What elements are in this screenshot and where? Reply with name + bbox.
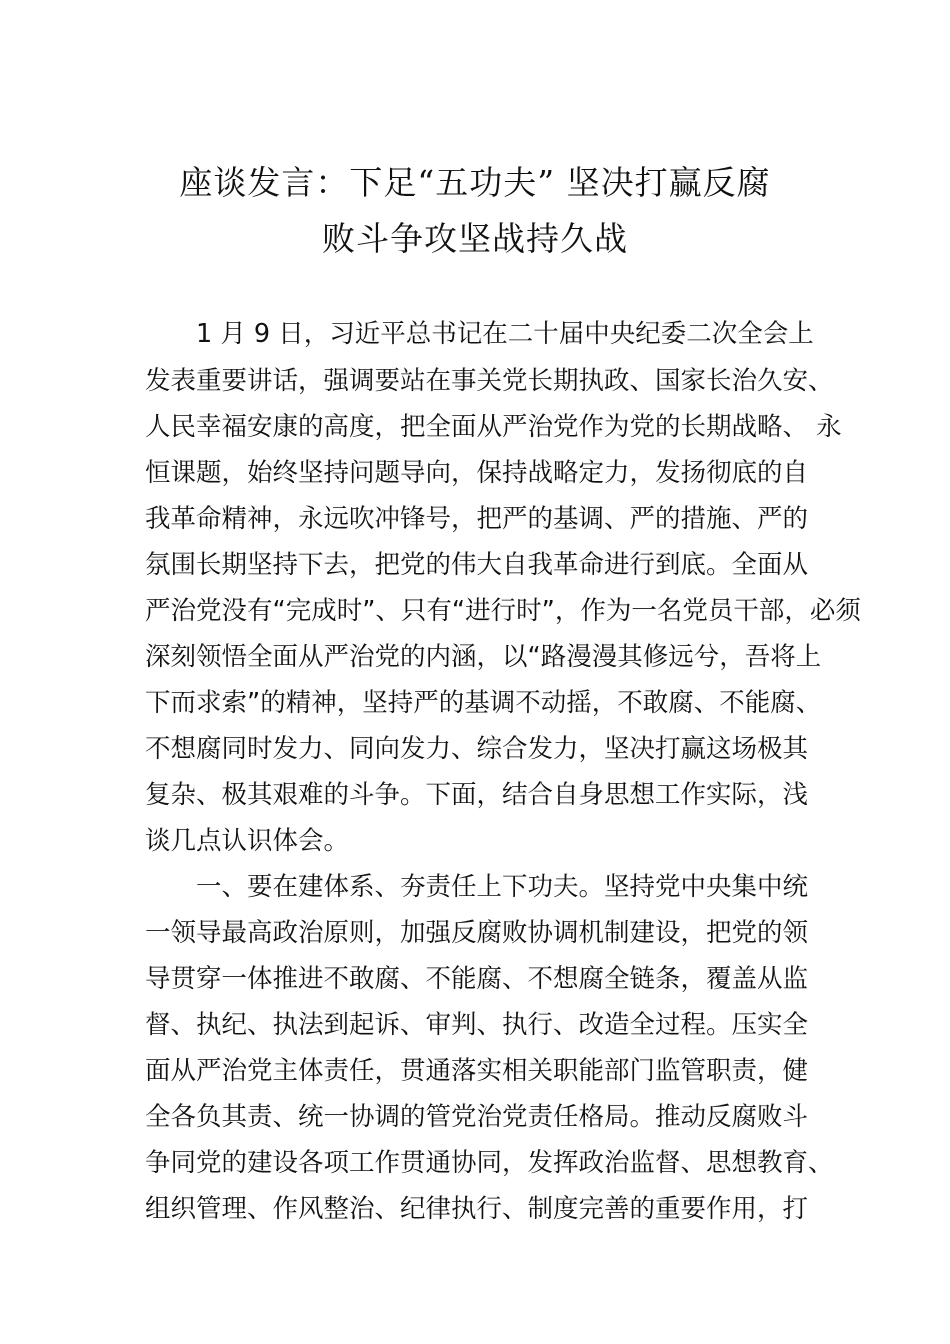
body-paragraph-2-line: 导贯穿一体推进不敢腐、不能腐、不想腐全链条，覆盖从监 — [145, 964, 809, 994]
body-paragraph-2-line: 一、要在建体系、夯责任上下功夫。坚持党中央集中统 — [196, 872, 809, 902]
body-paragraph-1-line: 恒课题，始终坚持问题导向，保持战略定力，发扬彻底的自 — [145, 458, 809, 488]
body-paragraph-1-line: 人民幸福安康的高度，把全面从严治党作为党的长期战略、 永 — [145, 412, 842, 442]
body-paragraph-1-line: 深刻领悟全面从严治党的内涵，以“路漫漫其修远兮，吾将上 — [145, 642, 822, 672]
body-paragraph-1-line: 氛围长期坚持下去，把党的伟大自我革命进行到底。全面从 — [145, 550, 809, 580]
body-paragraph-1-line: 我革命精神，永远吹冲锋号，把严的基调、严的措施、严的 — [145, 504, 809, 534]
body-paragraph-1-line: 1 月 9 日，习近平总书记在二十届中央纪委二次全会上 — [196, 319, 814, 349]
document-title-line-1: 座谈发言：下足“五功夫” 坚决打赢反腐 — [179, 163, 771, 202]
body-paragraph-2-line: 争同党的建设各项工作贯通协同，发挥政治监督、思想教育、 — [145, 1148, 834, 1178]
document-title-line-2: 败斗争攻坚战持久战 — [322, 219, 628, 258]
body-paragraph-2-line: 组织管理、作风整治、纪律执行、制度完善的重要作用，打 — [145, 1194, 809, 1224]
body-paragraph-1-line: 不想腐同时发力、同向发力、综合发力，坚决打赢这场极其 — [145, 734, 809, 764]
body-paragraph-2-line: 全各负其责、统一协调的管党治党责任格局。推动反腐败斗 — [145, 1102, 809, 1132]
body-paragraph-1-line: 下而求索”的精神，坚持严的基调不动摇，不敢腐、不能腐、 — [145, 688, 822, 718]
body-paragraph-2-line: 一领导最高政治原则，加强反腐败协调机制建设，把党的领 — [145, 918, 809, 948]
body-paragraph-2-line: 督、执纪、执法到起诉、审判、执行、改造全过程。压实全 — [145, 1010, 809, 1040]
body-paragraph-1-line: 严治党没有“完成时”、只有“进行时”，作为一名党员干部，必须 — [145, 596, 861, 626]
body-paragraph-1-line: 复杂、极其艰难的斗争。下面，结合自身思想工作实际，浅 — [145, 780, 809, 810]
body-paragraph-1-line: 发表重要讲话，强调要站在事关党长期执政、国家长治久安、 — [145, 366, 834, 396]
body-paragraph-2-line: 面从严治党主体责任，贯通落实相关职能部门监管职责，健 — [145, 1056, 809, 1086]
body-paragraph-1-line: 谈几点认识体会。 — [145, 826, 350, 856]
